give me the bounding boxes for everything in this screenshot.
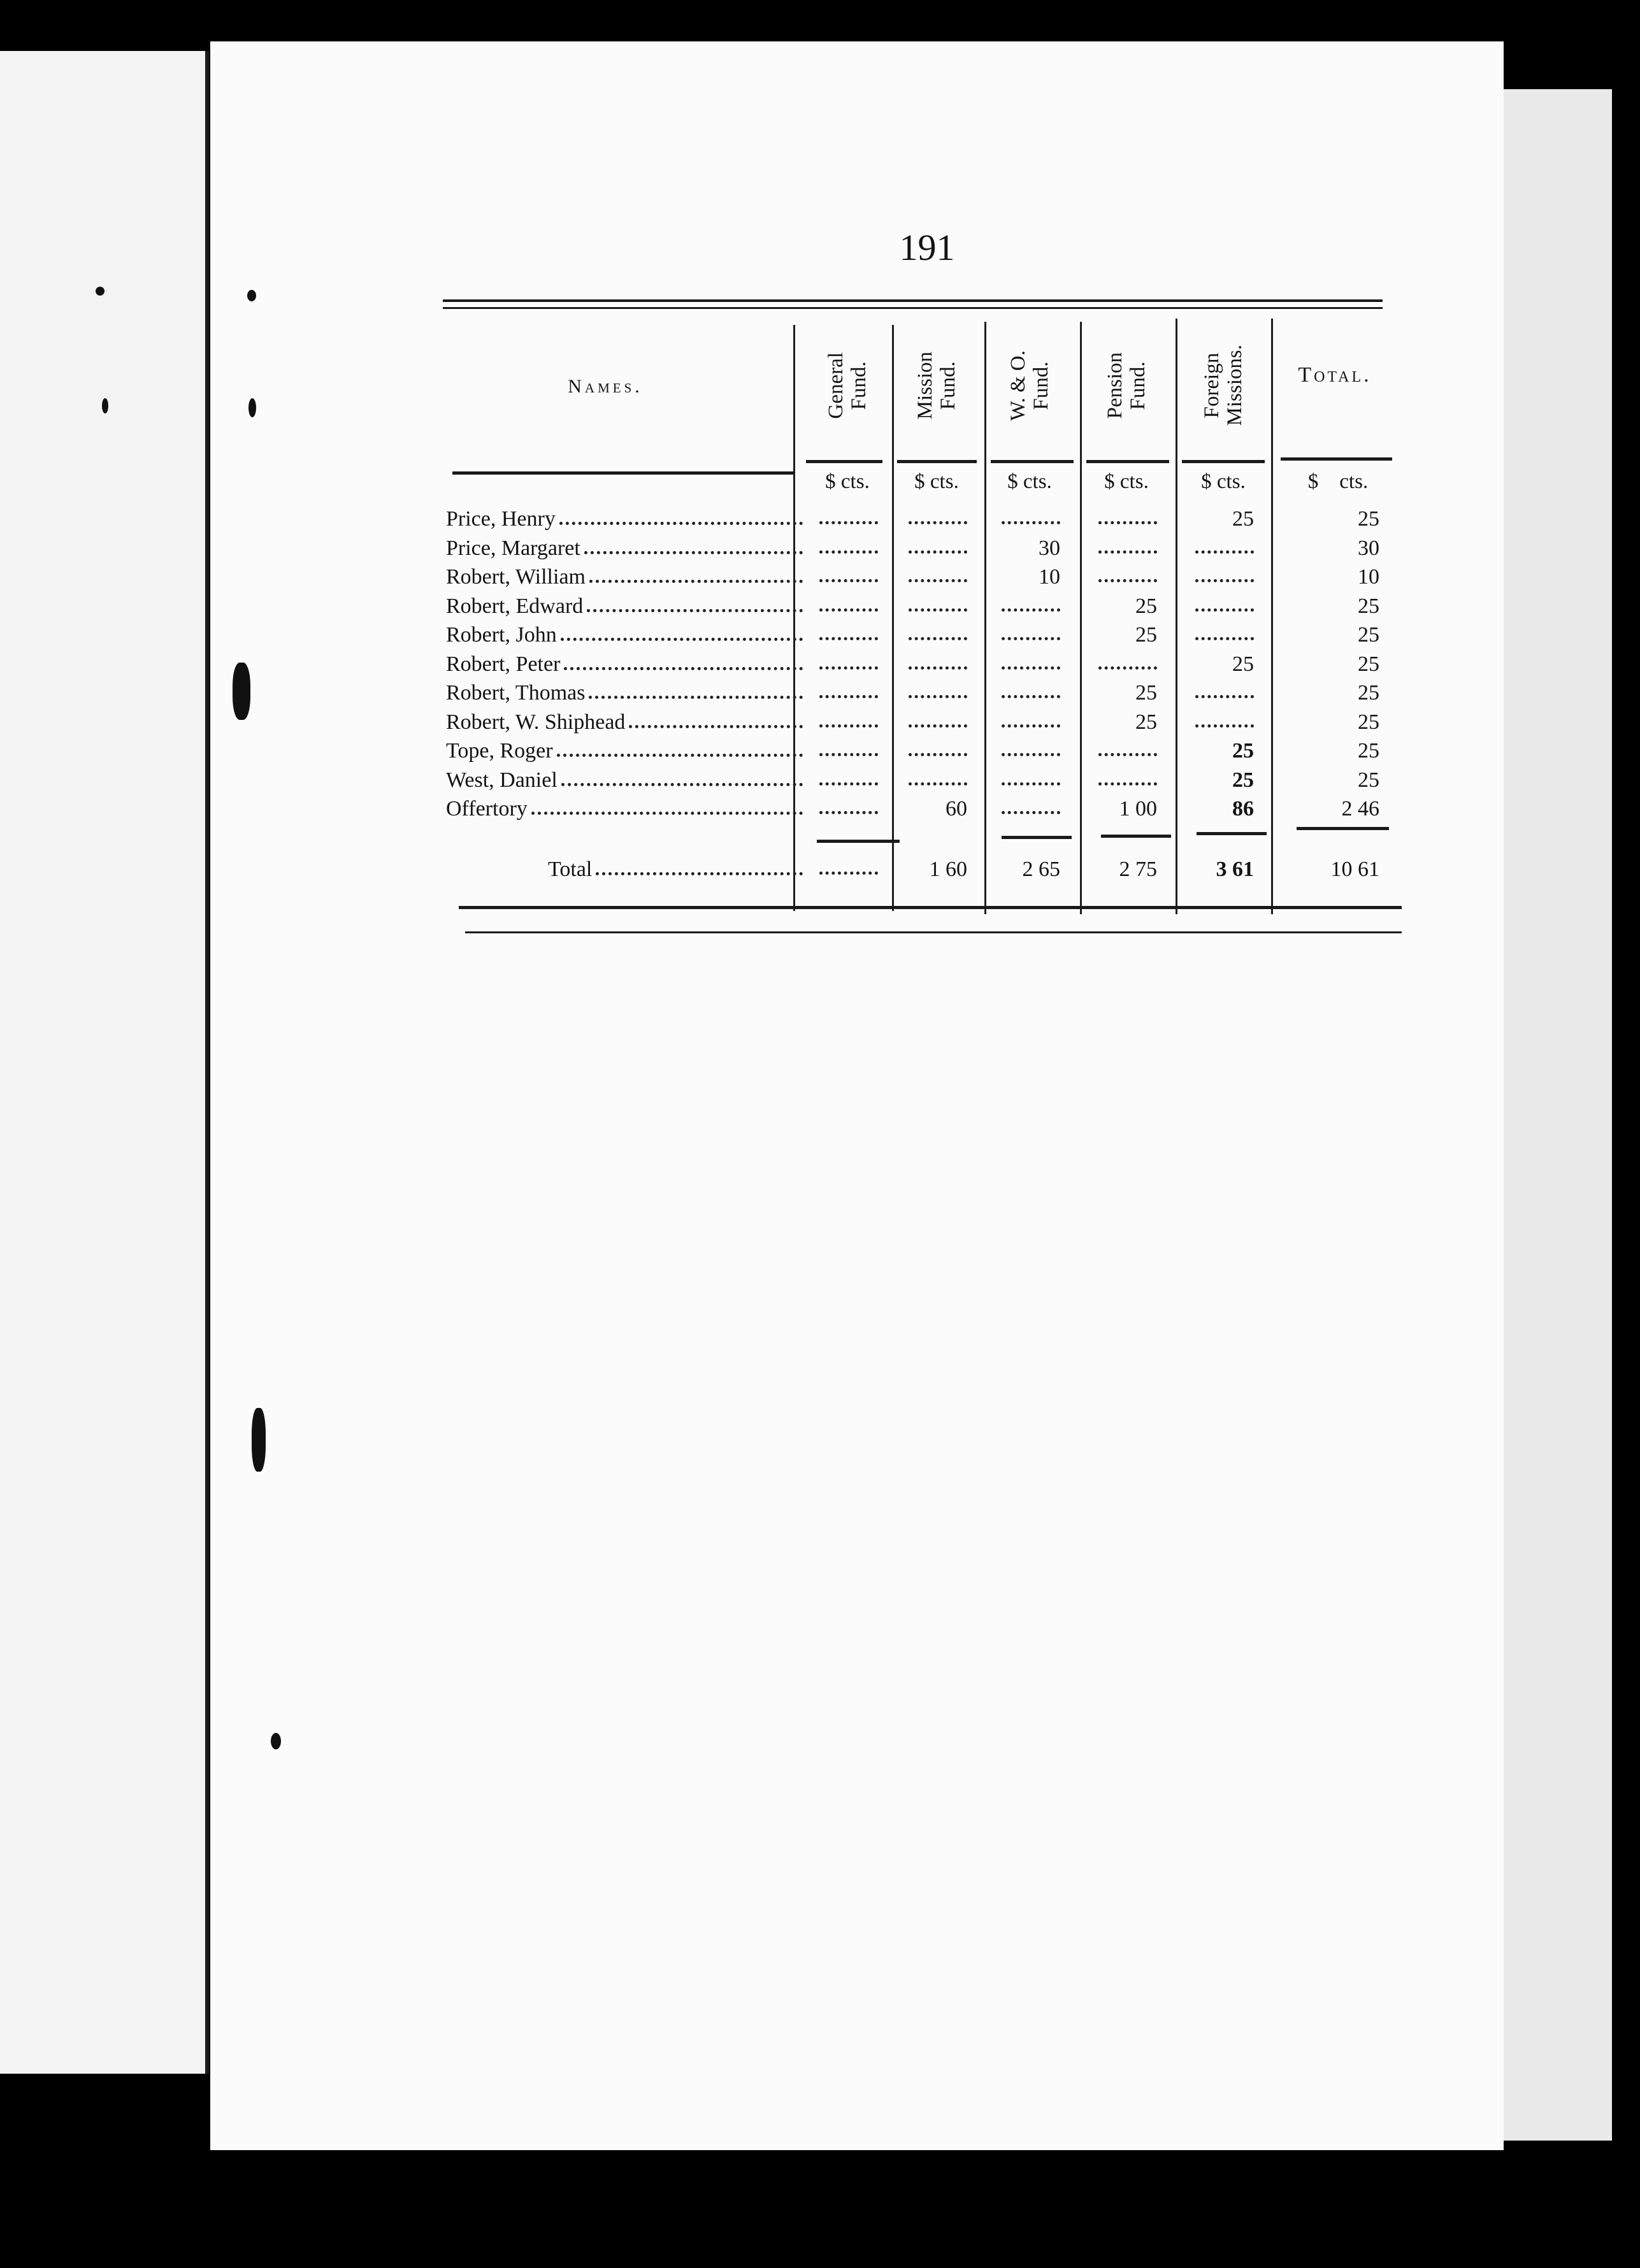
amount-cell: 25 xyxy=(1358,710,1379,734)
amount-cell: 60 xyxy=(946,797,967,821)
unit-label: $ cts. xyxy=(1007,470,1052,493)
table-row xyxy=(0,533,1640,561)
amount-cell xyxy=(893,764,980,793)
names-header: Names. xyxy=(568,376,643,397)
amount-cell xyxy=(986,793,1073,821)
amount-cell xyxy=(1180,591,1267,619)
row-name xyxy=(446,561,803,589)
amount-cell xyxy=(1083,764,1170,793)
row-name xyxy=(446,764,803,793)
row-name-text: Tope, Roger xyxy=(446,739,553,763)
amount-cell xyxy=(1083,503,1170,531)
amount-cell xyxy=(893,649,980,677)
amount-cell: 25 xyxy=(1135,710,1157,734)
row-name xyxy=(446,619,803,647)
row-name xyxy=(446,677,803,705)
row-name-text: West, Daniel xyxy=(446,768,557,792)
dot-leader xyxy=(587,604,803,612)
amount-cell: 1 60 xyxy=(929,858,967,881)
amount-cell xyxy=(1180,677,1267,705)
dot-leader xyxy=(531,807,803,815)
table-row xyxy=(0,677,1640,705)
header-general-fund: General Fund. xyxy=(824,352,870,419)
amount-cell xyxy=(1180,533,1267,561)
row-name xyxy=(446,854,803,882)
amount-cell xyxy=(986,619,1073,647)
table-row xyxy=(0,649,1640,677)
amount-cell: 25 xyxy=(1358,507,1379,531)
unit-label: $ cts. xyxy=(1201,470,1246,493)
amount-cell: 25 xyxy=(1135,623,1157,647)
row-name-text: Offertory xyxy=(446,797,528,821)
amount-cell xyxy=(804,619,891,647)
header-foreign-missions: Foreign Missions. xyxy=(1200,345,1246,426)
dot-leader xyxy=(557,749,803,757)
amount-cell: 25 xyxy=(1358,652,1379,676)
row-name-text: Robert, Thomas xyxy=(446,681,586,705)
amount-cell xyxy=(804,764,891,793)
amount-cell: 3 61 xyxy=(1216,858,1254,881)
unit-label: $ cts. xyxy=(825,470,870,493)
table-row xyxy=(0,735,1640,763)
bottom-rule xyxy=(465,931,1402,933)
header-underline xyxy=(1281,457,1392,461)
margin-speck xyxy=(96,287,104,296)
amount-cell: 2 46 xyxy=(1341,797,1379,821)
row-name xyxy=(446,503,803,531)
dot-leader xyxy=(589,575,803,583)
amount-cell: 1 00 xyxy=(1119,797,1157,821)
page-number: 191 xyxy=(899,227,955,268)
sum-rule xyxy=(817,840,900,843)
amount-cell: 2 75 xyxy=(1119,858,1157,881)
amount-cell xyxy=(893,503,980,531)
amount-cell: 2 65 xyxy=(1022,858,1060,881)
total-header: Total. xyxy=(1298,363,1372,387)
amount-cell xyxy=(986,649,1073,677)
header-underline xyxy=(897,460,977,463)
header-mission-fund: Mission Fund. xyxy=(914,351,960,420)
amount-cell: 30 xyxy=(1039,536,1060,560)
amount-cell xyxy=(893,677,980,705)
amount-cell xyxy=(804,649,891,677)
amount-cell: 25 xyxy=(1358,681,1379,705)
amount-cell xyxy=(1180,619,1267,647)
margin-speck xyxy=(102,398,108,413)
amount-cell xyxy=(893,533,980,561)
table-row xyxy=(0,707,1640,735)
sum-rule xyxy=(1197,832,1267,835)
amount-cell: 25 xyxy=(1358,594,1379,618)
header-wo-fund: W. & O. Fund. xyxy=(1007,350,1053,421)
row-name xyxy=(446,591,803,619)
amount-cell xyxy=(1083,533,1170,561)
amount-cell: 25 xyxy=(1232,507,1254,531)
dot-leader xyxy=(564,662,803,670)
left-page-edge xyxy=(0,51,209,2074)
amount-cell: 30 xyxy=(1358,536,1379,560)
table-row xyxy=(0,764,1640,793)
amount-cell xyxy=(804,735,891,763)
row-name xyxy=(446,735,803,763)
dot-leader xyxy=(584,546,803,554)
row-name-text: Price, Margaret xyxy=(446,536,580,560)
amount-cell xyxy=(1083,561,1170,589)
dot-leader xyxy=(589,691,803,699)
row-name xyxy=(446,649,803,677)
table-row xyxy=(0,561,1640,589)
header-underline xyxy=(1182,460,1265,463)
row-name xyxy=(446,793,803,821)
amount-cell xyxy=(986,764,1073,793)
amount-cell xyxy=(986,707,1073,735)
dot-leader xyxy=(561,778,803,786)
amount-cell: 25 xyxy=(1232,739,1254,763)
dot-leader xyxy=(596,867,803,875)
amount-cell xyxy=(804,533,891,561)
row-name-text: Robert, Peter xyxy=(446,652,561,676)
amount-cell xyxy=(986,503,1073,531)
amount-cell xyxy=(986,677,1073,705)
row-name xyxy=(446,533,803,561)
amount-cell: 25 xyxy=(1232,768,1254,792)
total-row xyxy=(0,854,1640,882)
amount-cell: 10 xyxy=(1358,565,1379,589)
table-row xyxy=(0,591,1640,619)
row-name-text: Robert, William xyxy=(446,565,586,589)
amount-cell: 25 xyxy=(1358,739,1379,763)
sum-rule xyxy=(1297,827,1389,830)
amount-cell: 25 xyxy=(1232,652,1254,676)
amount-cell xyxy=(893,591,980,619)
margin-speck xyxy=(252,1408,266,1472)
amount-cell xyxy=(1083,735,1170,763)
amount-cell xyxy=(1180,561,1267,589)
row-name-text: Price, Henry xyxy=(446,507,556,531)
row-name-text: Total xyxy=(548,858,593,881)
header-underline xyxy=(991,460,1074,463)
row-name xyxy=(446,707,803,735)
unit-label: $ cts. xyxy=(914,470,959,493)
amount-cell xyxy=(804,561,891,589)
top-double-rule xyxy=(443,299,1383,302)
bottom-rule xyxy=(459,906,1402,909)
amount-cell xyxy=(804,591,891,619)
row-name-text: Robert, John xyxy=(446,623,557,647)
unit-label: $ cts. xyxy=(1104,470,1149,493)
amount-cell: 25 xyxy=(1135,681,1157,705)
sum-rule xyxy=(1002,836,1072,839)
amount-cell xyxy=(893,735,980,763)
amount-cell: 10 xyxy=(1039,565,1060,589)
amount-cell: 25 xyxy=(1358,768,1379,792)
amount-cell xyxy=(1083,649,1170,677)
amount-cell xyxy=(804,503,891,531)
header-underline xyxy=(452,471,793,475)
unit-label: $ cts. xyxy=(1307,470,1369,493)
amount-cell xyxy=(804,677,891,705)
amount-cell: 86 xyxy=(1232,797,1254,821)
amount-cell: 25 xyxy=(1358,623,1379,647)
amount-cell: 10 61 xyxy=(1330,858,1379,881)
amount-cell xyxy=(893,707,980,735)
amount-cell: 25 xyxy=(1135,594,1157,618)
table-row xyxy=(0,619,1640,647)
amount-cell xyxy=(893,561,980,589)
margin-speck xyxy=(247,290,256,301)
amount-cell xyxy=(986,735,1073,763)
header-pension-fund: Pension Fund. xyxy=(1104,352,1149,419)
row-name-text: Robert, Edward xyxy=(446,594,584,618)
margin-speck xyxy=(248,398,256,417)
amount-cell xyxy=(804,793,891,821)
amount-cell xyxy=(804,707,891,735)
amount-cell xyxy=(986,591,1073,619)
sum-rule xyxy=(1101,835,1171,838)
dot-leader xyxy=(559,517,803,525)
dot-leader xyxy=(561,633,803,641)
row-name-text: Robert, W. Shiphead xyxy=(446,710,626,734)
amount-cell xyxy=(1180,707,1267,735)
amount-cell xyxy=(893,619,980,647)
header-underline xyxy=(806,460,882,463)
dot-leader xyxy=(629,720,803,728)
table-row xyxy=(0,793,1640,821)
margin-speck xyxy=(271,1733,281,1749)
top-double-rule xyxy=(443,307,1383,309)
amount-cell xyxy=(804,854,891,882)
table-row xyxy=(0,503,1640,531)
header-underline xyxy=(1086,460,1169,463)
